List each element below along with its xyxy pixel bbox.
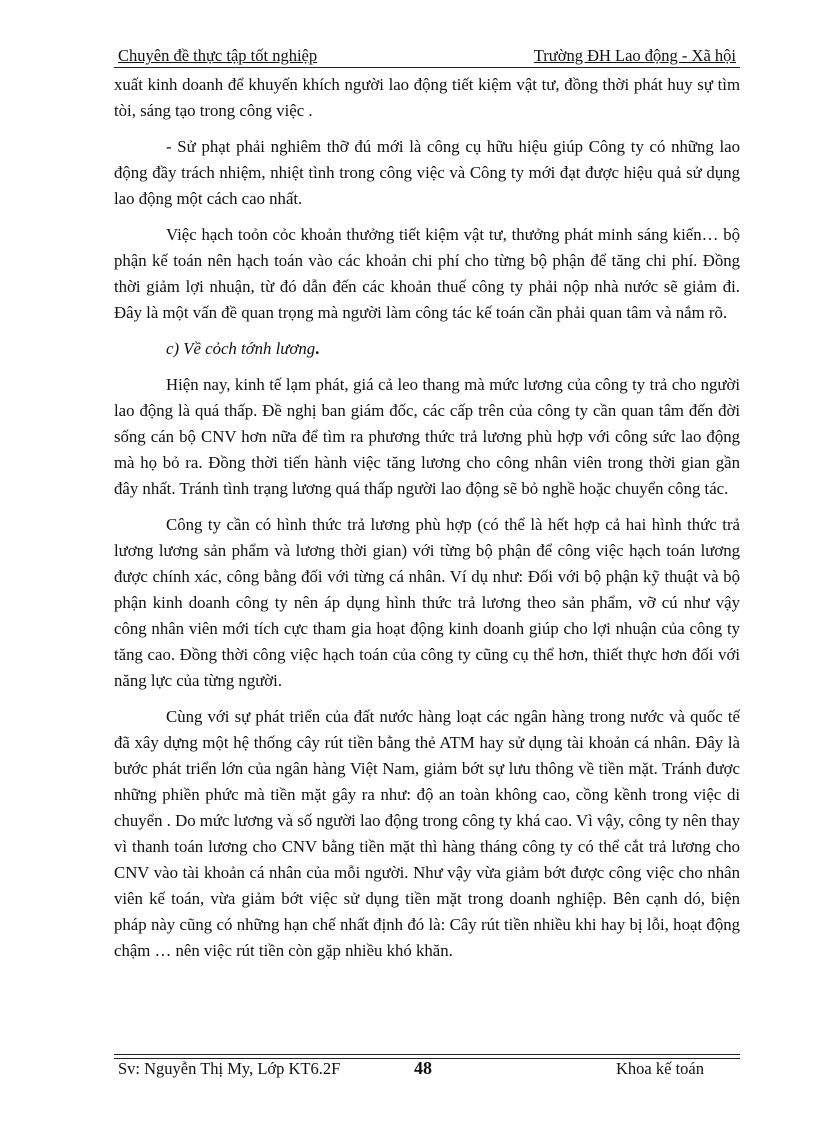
header-left-title: Chuyên đề thực tập tốt nghiệp (118, 46, 318, 65)
paragraph-atm: Cùng với sự phát triển của đất nước hàng loạt các ngân hàng trong nước và quốc tế đã xây dựng một hệ thống cây rút tiền bằng thẻ ATM hay sử dụng tài khoản cá nhân. Đây là bước phát triển lớn của ngân hàng Việt Nam, giảm bớt sự lưu thông về tiền mặt. Tránh được những phiền phức mà tiền mặt gây ra như: độ an toàn không cao, cồng kềnh trong việc di chuyển . Do mức lương và số người lao động trong công ty khá cao. Vì vậy, công ty nên thay vì thanh toán lương cho CNV bằng tiền mặt thì hàng tháng công ty có thể cắt trả lương cho CNV vào tài khoản cá nhân của mỗi người. Như vậy vừa giảm bớt được công việc cho nhân viên kế toán, vừa giảm bớt việc sử dụng tiền mặt trong doanh nghiệp. Bên cạnh dó, biện pháp này cũng có những hạn chế nhất định đó là: Cây rút tiền nhiều khi hay bị lỗi, hoạt động chậm … nên việc rút tiền còn gặp nhiều khó khăn. (114, 707, 740, 960)
footer-department: Khoa kế toán (616, 1059, 704, 1078)
paragraph-pay-form: Công ty cần có hình thức trả lương phù hợp (có thể là hết hợp cả hai hình thức trả lương lương sản phẩm và lương thời gian) với từng bộ phận để công việc hạch toán lương được chính xác, công bằng đối với từng cá nhân. Ví dụ như: Đối với bộ phận kỹ thuật và bộ phận kinh doanh công ty nên áp dụng hình thức trả lương theo sản phẩm, vỡ cú như vậy công nhân viên mới tích cực tham gia hoạt động kinh doanh giúp cho lợi nhuận của công ty tăng cao. Đồng thời công việc hạch toán của công ty cũng cụ thể hơn, thiết thực hơn đối với năng lực của từng người. (114, 515, 740, 690)
page-number: 48 (414, 1058, 432, 1078)
paragraph-accounting: Việc hạch toỏn cỏc khoản thưởng tiết kiệm vật tư, thưởng phát minh sáng kiến… bộ phận kế toán nên hạch toán vào các khoản chi phí cho từng bộ phận để tăng chi phí. Đồng thời giảm lợi nhuận, từ đó dẫn đến các khoản thuế công ty phải nộp nhà nước sẽ giảm đi. Đây là một vấn đề quan trọng mà người làm công tác kế toán cần phải quan tâm và nắm rõ. (114, 225, 740, 322)
paragraph-continuation: xuất kinh doanh để khuyến khích người lao động tiết kiệm vật tư, đồng thời phát huy sự tìm tòi, sáng tạo trong công việc . (114, 75, 740, 120)
section-heading-end: . (315, 339, 320, 358)
paragraph-inflation: Hiện nay, kinh tế lạm phát, giá cả leo thang mà mức lương của công ty trả cho người lao động là quá thấp. Đề nghị ban giám đốc, các cấp trên của công ty cần quan tâm đến đời sống cán bộ CNV hơn nữa để tìm ra phương thức trả lương phù hợp với công sức lao động mà họ bỏ ra. Đồng thời tiến hành việc tăng lương cho công nhân viên trong thời gian gần đây nhất. Tránh tình trạng lương quá thấp người lao động sẽ bỏ nghề hoặc chuyển công tác. (114, 375, 740, 498)
document-body (114, 72, 740, 964)
footer-student: Sv: Nguyễn Thị My, Lớp KT6.2F (118, 1059, 341, 1078)
header-right-title: Trường ĐH Lao động - Xã hội (533, 46, 736, 65)
section-heading-text: c) Về cỏch tớnh lương (166, 339, 316, 358)
header-rule (114, 67, 740, 68)
page-header (114, 44, 740, 68)
footer-rule-top (114, 1054, 740, 1055)
paragraph-penalty: - Sử phạt phải nghiêm thỡ đú mới là công cụ hữu hiệu giúp Công ty có những lao động đầy trách nhiệm, nhiệt tình trong công việc và Công ty mới đạt được hiệu quả sử dụng lao động một cách cao nhất. (114, 137, 740, 208)
page-footer (114, 1054, 740, 1084)
section-heading (114, 336, 740, 362)
